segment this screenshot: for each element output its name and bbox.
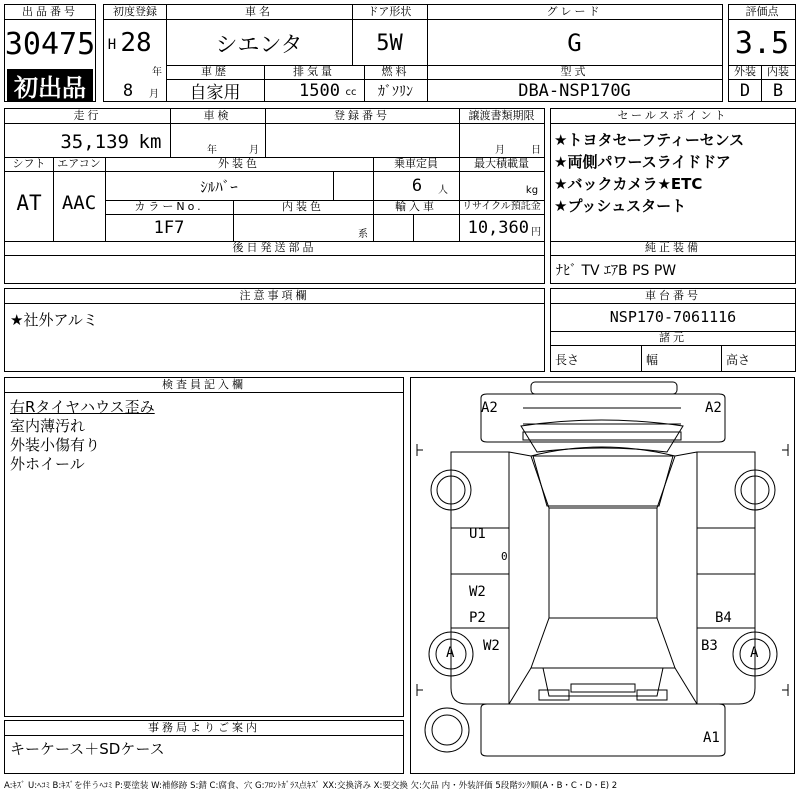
damage-label-b4: B4 [715,610,732,626]
inspection-month-unit: 月 [249,144,259,156]
notes-header: 注意事項欄 [5,289,544,304]
chassis-box [550,288,796,372]
score-box [728,4,796,102]
inspector-line-3: 外装小傷有り [10,436,101,454]
genuine-equipment-header: 純正装備 [551,241,795,256]
lot-number-header: 出品番号 [5,5,95,20]
capacity-unit: 人 [438,184,448,196]
inspector-line-1: 右Rタイヤハウス歪み [10,398,155,416]
spec-width-label: 幅 [646,353,659,367]
interior-color-header: 内装色 [233,200,373,215]
score: 3.5 [734,25,790,61]
inspection-header: 車検 [170,109,265,124]
shift: AT [16,191,42,215]
max-load-header: 最大積載量 [459,157,544,172]
max-load-unit: kg [525,184,539,196]
damage-label-w2-lower: W2 [483,638,500,654]
later-parts-header: 後日発送部品 [5,241,544,256]
model-code: DBA-NSP170G [518,80,631,101]
first-reg-header: 初度登録 [104,5,166,20]
chassis-number-header: 車台番号 [551,289,795,304]
capacity-value: 6 [411,176,423,196]
car-damage-diagram [410,377,795,774]
office-info-box [4,720,404,774]
sales-point-1: ★トヨタセーフティーセンス [554,131,745,149]
spec-height-label: 高さ [726,353,751,367]
damage-label-a2-left: A2 [481,400,498,416]
car-info-grid [103,4,723,102]
damage-label-a2-right: A2 [705,400,722,416]
aircon: AAC [61,192,97,214]
damage-label-w2-upper: W2 [469,584,486,600]
sales-point-3: ★バックカメラ★ETC [554,175,703,193]
transfer-month-unit: 月 [495,144,505,156]
recycle-value: 10,360 [467,218,529,238]
damage-legend: A:ｷｽﾞ U:ﾍｺﾐ B:ｷｽﾞを伴うﾍｺﾐ P:要塗装 W:補修跡 S:錆 C:腐食、穴 G:ﾌﾛﾝﾄｶﾞﾗｽ点ｷｽﾞ XX:交換済み X:要交換 欠:欠品 内・外装評価 5段階ﾗﾝｸ順(A・B・C・D・E) 2 [4,781,618,791]
transfer-deadline-header: 譲渡書類期限 [459,109,544,124]
damage-label-u1: U1 [469,526,486,542]
sales-points-box [550,108,796,284]
exterior-grade: D [739,80,751,101]
mileage-header: 走行 [5,109,170,124]
color-no: 1F7 [153,218,185,238]
lot-number-box [4,4,96,102]
exterior-color-header: 外装色 [105,157,373,172]
sales-point-2: ★両側パワースライドドア [554,153,731,171]
inspector-notes-box [4,377,404,717]
car-name: シエンタ [215,32,303,58]
sales-point-4: ★プッシュスタート [554,197,687,215]
inspector-line-2: 室内薄汚れ [10,417,86,435]
first-reg-month: 8 [122,81,134,101]
damage-label-zero: 0 [501,550,508,563]
inspector-line-4: 外ホイール [10,455,85,473]
transfer-day-unit: 日 [531,144,541,156]
first-reg-year-unit: 年 [152,66,162,78]
mileage-value: 35,139 [60,131,129,153]
displacement-unit: cc [345,86,357,98]
interior-color-unit: 系 [358,228,368,240]
car-name-header: 車名 [166,5,352,20]
notes-text: ★社外アルミ [10,311,98,329]
fuel: ｶﾞｿﾘﾝ [378,83,413,100]
vehicle-details-grid [4,108,545,284]
shift-header: シフト [5,157,53,172]
grade: G [567,29,582,57]
inspector-notes-header: 検査員記入欄 [5,378,403,393]
lot-number: 30475 [4,26,96,62]
exterior-grade-header: 外装 [729,65,761,80]
first-reg-era: H [107,37,117,53]
recycle-unit: 円 [531,226,541,238]
office-info-text: キーケース＋SDケース [10,740,165,758]
model-code-header: 型式 [427,65,722,80]
specs-header: 諸元 [551,331,795,346]
spec-length-label: 長さ [555,353,580,367]
first-listing-badge: 初出品 [7,69,93,101]
genuine-equipment: ﾅﾋﾞ TV ｴｱB PS PW [556,263,677,279]
exterior-color: ｼﾙﾊﾞｰ [200,177,238,196]
door-type: 5W [376,30,403,56]
interior-grade-header: 内装 [761,65,795,80]
score-header: 評価点 [729,5,795,20]
history-header: 車歴 [166,65,264,80]
first-reg-year: 28 [120,28,152,58]
damage-label-tire-left: A [446,645,455,661]
capacity-header: 乗車定員 [373,157,459,172]
sales-points-header: セールスポイント [551,109,795,124]
fuel-header: 燃料 [364,65,427,80]
car-outline-drawing [411,378,794,773]
recycle-header: リサイクル預託金 [459,200,544,215]
displacement-header: 排気量 [264,65,364,80]
color-no-header: カラーNo. [105,200,233,215]
damage-label-p2: P2 [469,610,486,626]
damage-label-tire-right: A [750,645,759,661]
mileage-unit: km [138,131,162,153]
damage-label-a1: A1 [703,730,720,746]
car-history: 自家用 [189,83,241,103]
first-reg-month-unit: 月 [149,88,159,100]
grade-header: グレード [427,5,722,20]
notes-box [4,288,545,372]
door-type-header: ドア形状 [352,5,427,20]
inspection-year-unit: 年 [207,144,217,156]
chassis-number: NSP170-7061116 [609,308,737,326]
import-header: 輸入車 [373,200,459,215]
damage-label-b3: B3 [701,638,718,654]
reg-number-header: 登録番号 [265,109,459,124]
displacement: 1500 [299,80,340,101]
office-info-header: 事務局よりご案内 [5,721,403,736]
aircon-header: エアコン [53,157,105,172]
interior-grade: B [772,80,784,101]
